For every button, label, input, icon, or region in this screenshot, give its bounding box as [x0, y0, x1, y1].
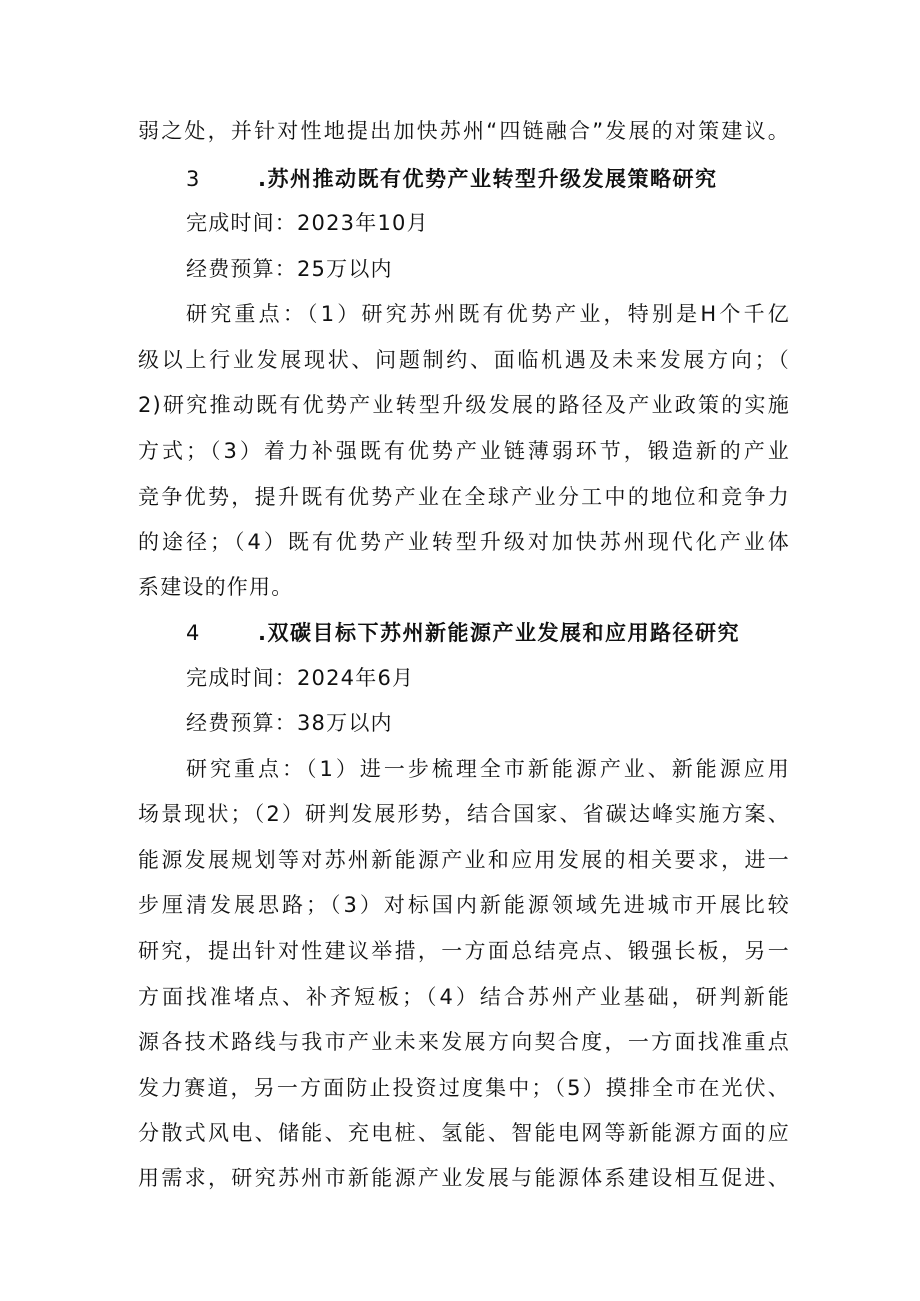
section-4-budget: 经费预算：38万以内 [186, 711, 393, 735]
section-3-heading [186, 165, 717, 193]
section-4-focus-line: 研究，提出针对性建议举措，一方面总结亮点、锻强长板，另一 [138, 939, 790, 963]
section-4-focus-line: 用需求，研究苏州市新能源产业发展与能源体系建设相互促进、 [138, 1166, 790, 1190]
section-4-focus-line: 源各技术路线与我市产业未来发展方向契合度，一方面找准重点 [138, 1030, 790, 1054]
section-4-completion-time: 完成时间：2024年6月 [186, 666, 415, 690]
section-3-focus-line: 系建设的作用。 [138, 575, 294, 599]
section-4-focus-line: 分散式风电、储能、充电桩、氢能、智能电网等新能源方面的应 [138, 1121, 790, 1145]
section-4-focus-line: 步厘清发展思路；（3）对标国内新能源领域先进城市开展比较 [138, 893, 790, 917]
text-line: 弱之处，并针对性地提出加快苏州“四链融合”发展的对策建议。 [138, 119, 790, 143]
section-3-completion-time: 完成时间：2023年10月 [186, 211, 429, 235]
section-4-focus-line: 研究重点：（1）进一步梳理全市新能源产业、新能源应用 [186, 757, 790, 781]
section-4-focus-line: 能源发展规划等对苏州新能源产业和应用发展的相关要求，进一 [138, 848, 790, 872]
section-3-number: 3 [186, 167, 201, 191]
section-4-focus-line: 发力赛道，另一方面防止投资过度集中；（5）摸排全市在光伏、 [138, 1076, 790, 1100]
section-4-focus-line: 场景现状；（2）研判发展形势，结合国家、省碳达峰实施方案、 [138, 802, 790, 826]
section-3-title: .苏州推动既有优势产业转型升级发展策略研究 [258, 167, 718, 191]
section-4-focus-line: 方面找准堵点、补齐短板；（4）结合苏州产业基础，研判新能 [138, 985, 790, 1009]
section-4-heading [186, 619, 740, 647]
section-3-budget: 经费预算：25万以内 [186, 257, 393, 281]
section-3-focus-line: 级以上行业发展现状、问题制约、面临机遇及未来发展方向；（ [138, 348, 790, 372]
section-3-focus-line: 研究重点：（1）研究苏州既有优势产业，特别是H个千亿 [186, 302, 790, 326]
section-4-title: .双碳目标下苏州新能源产业发展和应用路径研究 [258, 621, 740, 645]
section-3-focus-line: 的途径；（4）既有优势产业转型升级对加快苏州现代化产业体 [138, 530, 790, 554]
section-3-focus-line: 方式；（3）着力补强既有优势产业链薄弱环节，锻造新的产业 [138, 439, 790, 463]
section-3-focus-line: 竞争优势，提升既有优势产业在全球产业分工中的地位和竞争力 [138, 485, 790, 509]
section-3-focus-line: 2)研究推动既有优势产业转型升级发展的路径及产业政策的实施 [138, 393, 790, 417]
section-4-number: 4 [186, 621, 201, 645]
